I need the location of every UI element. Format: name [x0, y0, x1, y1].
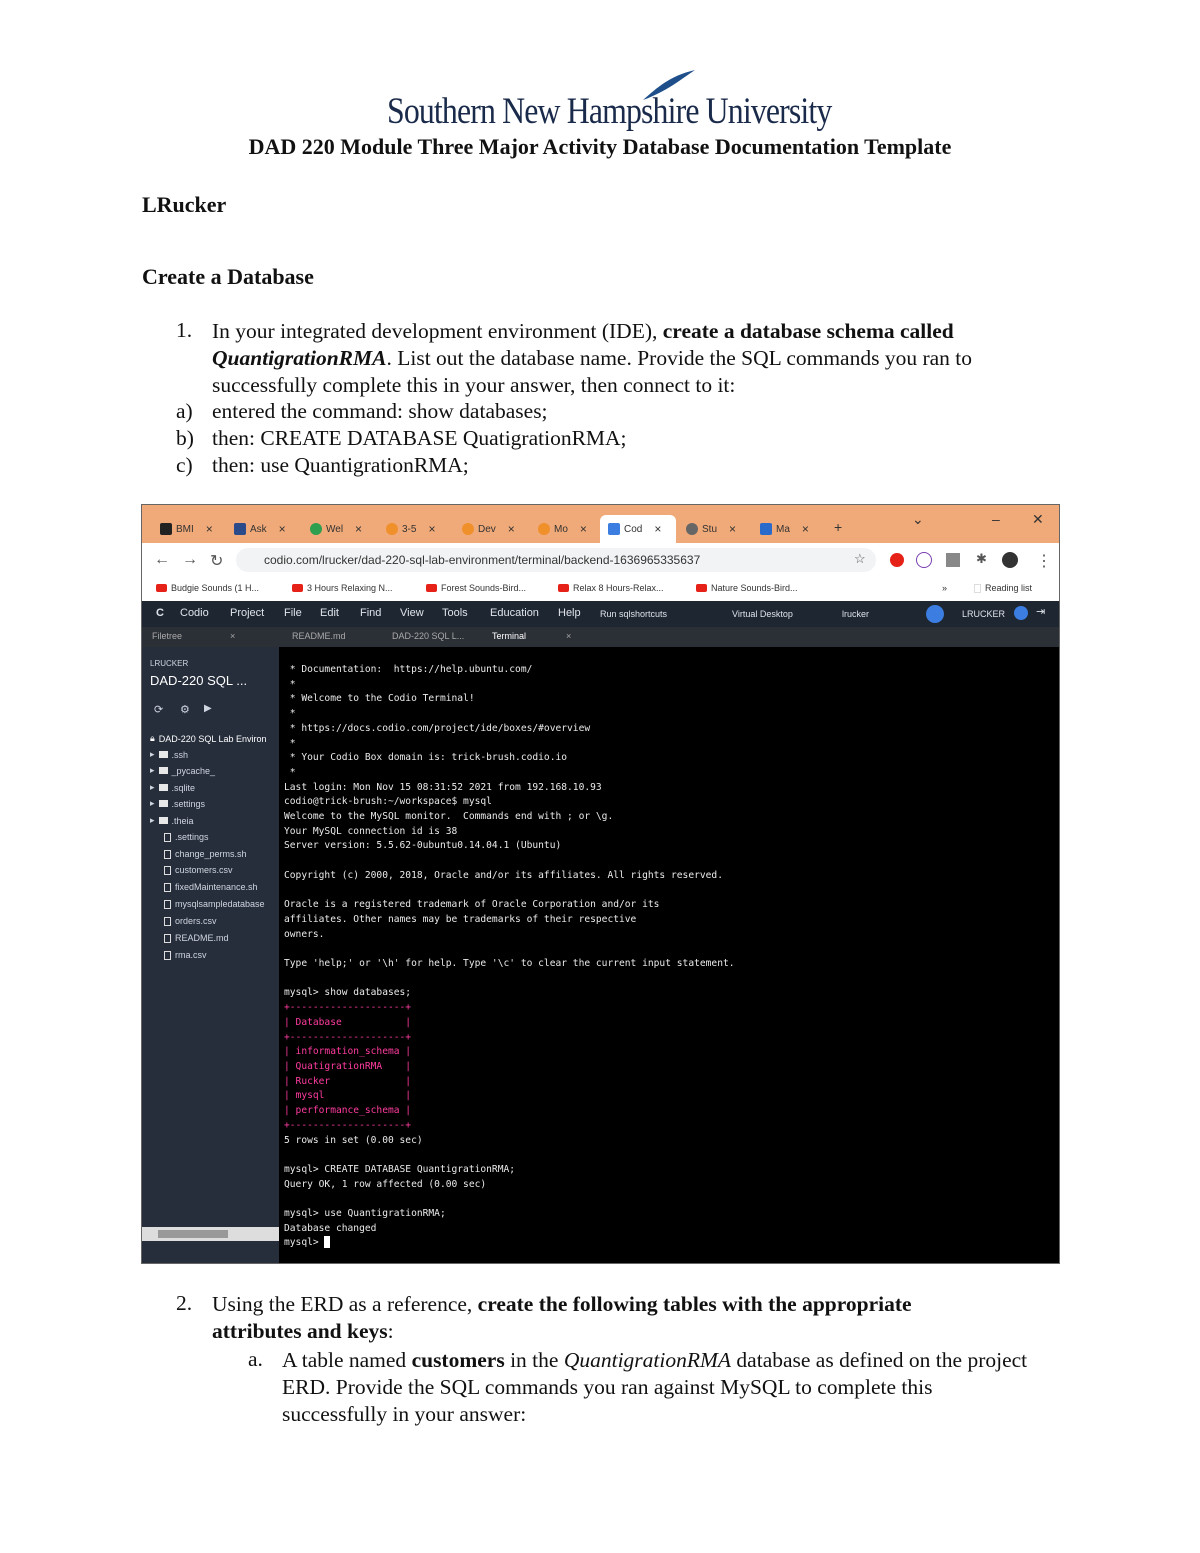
terminal-line: Database changed: [284, 1222, 377, 1234]
run-dropdown[interactable]: Run sqlshortcuts: [600, 609, 668, 619]
tree-file[interactable]: rma.csv: [164, 950, 207, 960]
minimize-icon[interactable]: –: [992, 511, 1000, 527]
menu-education[interactable]: Education: [490, 607, 539, 619]
close-icon[interactable]: ×: [205, 522, 213, 536]
browser-tab-active[interactable]: Cod ×: [600, 515, 676, 543]
file-icon: [164, 917, 171, 926]
file-icon: [164, 833, 171, 842]
browser-tab[interactable]: Wel ×: [302, 515, 372, 543]
item-1-text-before: In your integrated development environment (IDE),: [212, 319, 663, 343]
close-icon[interactable]: ×: [355, 522, 363, 536]
file-icon: [164, 951, 171, 960]
folder-icon: [159, 784, 168, 791]
terminal-line: Welcome to the MySQL monitor. Commands end with ; or \g.: [284, 811, 614, 823]
tab-readme[interactable]: README.md: [292, 631, 346, 641]
tree-file[interactable]: .settings: [164, 832, 209, 842]
scrollbar-thumb[interactable]: [158, 1230, 228, 1238]
answer-a-label: a): [176, 399, 193, 423]
tree-folder[interactable]: ▸ .ssh: [150, 749, 189, 760]
tree-file[interactable]: orders.csv: [164, 916, 217, 926]
tree-folder[interactable]: ▸ .settings: [150, 798, 206, 809]
document-title: DAD 220 Module Three Major Activity Database Documentation Template: [248, 134, 952, 159]
browser-tab[interactable]: Ma ×: [752, 515, 822, 543]
close-icon[interactable]: ×: [230, 631, 236, 641]
terminal-line: | Database |: [284, 1016, 412, 1028]
bookmarks-bar: [142, 577, 1059, 602]
terminal-line: *: [284, 708, 296, 720]
lock-icon: 🔒︎: [150, 733, 155, 743]
author-name: LRucker: [142, 192, 227, 217]
bookmark-item[interactable]: Budgie Sounds (1 H...: [156, 583, 259, 593]
logo-text: Southern New Hampshire University: [387, 91, 832, 132]
answer-c-label: c): [176, 453, 193, 477]
terminal-line: * Welcome to the Codio Terminal!: [284, 693, 475, 705]
terminal-line: *: [284, 737, 296, 749]
logout-icon[interactable]: ⇥: [1036, 606, 1046, 618]
terminal-cursor: [324, 1236, 330, 1248]
tree-file[interactable]: fixedMaintenance.sh: [164, 882, 258, 892]
close-icon[interactable]: ×: [507, 522, 515, 536]
close-icon[interactable]: ×: [278, 522, 286, 536]
terminal-line: | QuatigrationRMA |: [284, 1060, 412, 1072]
close-icon[interactable]: ×: [801, 522, 809, 536]
reading-list[interactable]: Reading list: [974, 583, 1032, 593]
section-heading: Create a Database: [142, 264, 314, 289]
terminal-line: +--------------------+: [284, 1119, 412, 1131]
terminal-line: +--------------------+: [284, 1002, 412, 1014]
extension-icon[interactable]: [916, 552, 932, 568]
menu-file[interactable]: File: [284, 607, 302, 619]
item-2-number: 2.: [176, 1291, 193, 1315]
item-1-text-after: . List out the database name. Provide the SQL commands you ran to successfully complete this in your answer, then connect to it:: [212, 346, 973, 397]
settings-icon[interactable]: ⚙: [180, 704, 190, 716]
folder-icon: [159, 767, 168, 774]
kebab-menu-icon[interactable]: ⋮: [1036, 553, 1052, 570]
menu-codio[interactable]: Codio: [180, 607, 209, 619]
tree-folder[interactable]: ▸ .sqlite: [150, 782, 196, 793]
item-2-bold: create the following tables with the appropriate attributes and keys: [212, 1292, 912, 1343]
file-icon: [164, 883, 171, 892]
terminal-line: *: [284, 678, 296, 690]
terminal-line: * https://docs.codio.com/project/ide/boxes/#overview: [284, 722, 591, 734]
bookmark-item[interactable]: Relax 8 Hours-Relax...: [558, 583, 664, 593]
terminal-line: 5 rows in set (0.00 sec): [284, 1134, 423, 1146]
user-label: LRUCKER: [962, 609, 1006, 619]
embedded-screenshot: [141, 504, 1060, 1264]
close-window-icon[interactable]: ✕: [1032, 511, 1044, 527]
tree-file[interactable]: mysqlsampledatabase: [164, 899, 265, 909]
tab-favicon-icon: [386, 523, 398, 535]
terminal-line: * Your Codio Box domain is: trick-brush.codio.io: [284, 752, 568, 764]
close-icon[interactable]: ×: [579, 522, 587, 536]
reading-list-icon: [974, 584, 981, 593]
reload-icon[interactable]: ↻: [210, 553, 224, 570]
browser-tab[interactable]: 3-5 ×: [378, 515, 448, 543]
terminal-line: | performance_schema |: [284, 1105, 412, 1117]
terminal-line: Your MySQL connection id is 38: [284, 825, 458, 837]
item-2a-label: a.: [248, 1347, 263, 1371]
terminal-line: | mysql |: [284, 1090, 412, 1102]
terminal-line: Server version: 5.5.62-0ubuntu0.14.04.1 (Ubuntu): [284, 840, 562, 852]
tab-favicon-icon: [310, 523, 322, 535]
terminal-line: Type 'help;' or '\h' for help. Type '\c' to clear the current input statement.: [284, 958, 735, 970]
tab-filetree[interactable]: Filetree: [152, 631, 183, 641]
file-icon: [164, 900, 171, 909]
terminal-line: codio@trick-brush:~/workspace$ mysql: [284, 796, 492, 808]
item-2-text-after: :: [387, 1319, 394, 1343]
sidebar-scrollbar[interactable]: [142, 1227, 279, 1241]
menu-help[interactable]: Help: [558, 607, 581, 619]
tab-favicon-icon: [608, 523, 620, 535]
bookmark-item[interactable]: Nature Sounds-Bird...: [696, 583, 798, 593]
tab-dad220[interactable]: DAD-220 SQL L...: [392, 631, 465, 641]
menu-edit[interactable]: Edit: [320, 607, 339, 619]
tab-favicon-icon: [686, 523, 698, 535]
item-1-number: 1.: [176, 318, 193, 342]
item-2-text: [212, 1291, 1002, 1345]
avatar[interactable]: [1002, 552, 1018, 568]
answer-b-label: b): [176, 426, 194, 450]
folder-icon: [159, 800, 168, 807]
power-icon[interactable]: [1014, 606, 1028, 620]
file-icon: [164, 850, 171, 859]
extension-icon[interactable]: [890, 553, 904, 567]
item-1-bold: create a database schema called: [662, 319, 954, 343]
menu-tools[interactable]: Tools: [442, 607, 468, 619]
close-icon[interactable]: ×: [654, 522, 662, 536]
forward-icon[interactable]: →: [182, 551, 198, 568]
close-icon[interactable]: ×: [428, 522, 436, 536]
sidebar-project-name: DAD-220 SQL ...: [150, 673, 248, 688]
answer-b-text: then: CREATE DATABASE QuatigrationRMA;: [212, 426, 627, 450]
terminal-line: | information_schema |: [284, 1046, 412, 1058]
terminal-line: Last login: Mon Nov 15 08:31:52 2021 from 192.168.10.93: [284, 781, 602, 793]
youtube-icon: [156, 584, 167, 592]
user-dropdown[interactable]: lrucker: [842, 609, 870, 619]
terminal-line: * Documentation: https://help.ubuntu.com/: [284, 664, 533, 675]
file-tree-sidebar: [142, 647, 279, 1263]
refresh-icon[interactable]: ⟳: [154, 704, 164, 716]
back-icon[interactable]: ←: [154, 551, 170, 568]
tab-terminal[interactable]: Terminal: [492, 631, 527, 641]
new-tab-icon[interactable]: +: [834, 519, 843, 535]
menu-find[interactable]: Find: [360, 607, 382, 619]
sidebar-user: LRUCKER: [150, 659, 189, 668]
tab-favicon-icon: [462, 523, 474, 535]
item-1-bold-italic: QuantigrationRMA: [212, 346, 387, 370]
database-name: QuantigrationRMA: [563, 1348, 732, 1372]
close-icon[interactable]: ×: [729, 522, 737, 536]
tree-file[interactable]: README.md: [164, 933, 229, 943]
play-icon[interactable]: ▶: [204, 703, 212, 714]
star-icon[interactable]: ☆: [854, 551, 866, 566]
phone-icon[interactable]: [926, 605, 944, 623]
youtube-icon: [558, 584, 569, 592]
answer-c-text: then: use QuantigrationRMA;: [212, 453, 469, 477]
terminal-line: Copyright (c) 2000, 2018, Oracle and/or its affiliates. All rights reserved.: [284, 869, 723, 881]
chevron-down-icon[interactable]: ⌄: [912, 511, 924, 527]
terminal-line: mysql> show databases;: [284, 987, 412, 999]
puzzle-icon[interactable]: ✱: [976, 551, 987, 566]
bookmark-item[interactable]: Forest Sounds-Bird...: [426, 583, 526, 593]
browser-tab[interactable]: Mo ×: [530, 515, 600, 543]
browser-tab[interactable]: Dev ×: [454, 515, 524, 543]
extension-icon[interactable]: [946, 553, 960, 567]
youtube-icon: [292, 584, 303, 592]
university-logo: [385, 68, 832, 138]
virtual-desktop-dropdown[interactable]: Virtual Desktop: [732, 609, 793, 619]
browser-tab[interactable]: Stu ×: [678, 515, 748, 543]
url-input[interactable]: codio.com/lrucker/dad-220-sql-lab-environment/terminal/backend-1636965335637: [236, 548, 876, 572]
terminal-output: [284, 663, 735, 1251]
item-2-text-before: Using the ERD as a reference,: [212, 1292, 478, 1316]
tree-file[interactable]: change_perms.sh: [164, 849, 247, 859]
terminal-line: Query OK, 1 row affected (0.00 sec): [284, 1178, 487, 1190]
tree-root[interactable]: 🔒︎ DAD-220 SQL Lab Environ: [150, 733, 267, 744]
close-icon[interactable]: ×: [566, 631, 572, 641]
file-icon: [164, 866, 171, 875]
terminal-line: mysql>: [284, 1237, 325, 1249]
folder-icon: [159, 817, 168, 824]
tab-favicon-icon: [160, 523, 172, 535]
browser-tab[interactable]: Ask ×: [226, 515, 296, 543]
tree-file[interactable]: customers.csv: [164, 865, 233, 875]
youtube-icon: [426, 584, 437, 592]
editor-tab-bar: [142, 627, 1059, 647]
menu-view[interactable]: View: [400, 607, 424, 619]
tab-favicon-icon: [538, 523, 550, 535]
folder-icon: [159, 751, 168, 758]
terminal-line: affiliates. Other names may be trademarks of their respective: [284, 913, 637, 925]
terminal-line: Oracle is a registered trademark of Oracle Corporation and/or its: [284, 899, 660, 911]
browser-tab[interactable]: BMI ×: [152, 515, 222, 543]
menu-project[interactable]: Project: [230, 607, 265, 619]
item-1-text: [212, 318, 1062, 399]
terminal-line: *: [284, 766, 296, 778]
tab-favicon-icon: [760, 523, 772, 535]
item-2a-text: A table named customers in the QuantigrationRMA database as defined on the project ERD. Provide the SQL commands you ran against MySQL to complete this successfully in your answer:: [282, 1348, 1028, 1426]
terminal-line: | Rucker |: [284, 1075, 412, 1087]
bookmark-item[interactable]: 3 Hours Relaxing N...: [292, 583, 393, 593]
youtube-icon: [696, 584, 707, 592]
terminal-line: mysql> CREATE DATABASE QuantigrationRMA;: [284, 1163, 516, 1175]
codio-logo-icon: C: [156, 607, 164, 619]
address-bar: [142, 543, 1059, 577]
terminal-line: owners.: [284, 928, 325, 940]
file-icon: [164, 934, 171, 943]
codio-menu-bar: [142, 601, 1059, 627]
tree-folder[interactable]: ▸ _pycache_: [150, 765, 216, 776]
answer-a-text: entered the command: show databases;: [212, 399, 548, 423]
terminal-line: +--------------------+: [284, 1031, 412, 1043]
customers-table-name: customers: [411, 1348, 505, 1372]
terminal-line: mysql> use QuantigrationRMA;: [284, 1208, 446, 1220]
tab-favicon-icon: [234, 523, 246, 535]
tree-folder[interactable]: ▸ .theia: [150, 815, 194, 826]
bookmarks-overflow-icon[interactable]: »: [942, 583, 948, 593]
browser-tab-bar: [142, 505, 1059, 547]
